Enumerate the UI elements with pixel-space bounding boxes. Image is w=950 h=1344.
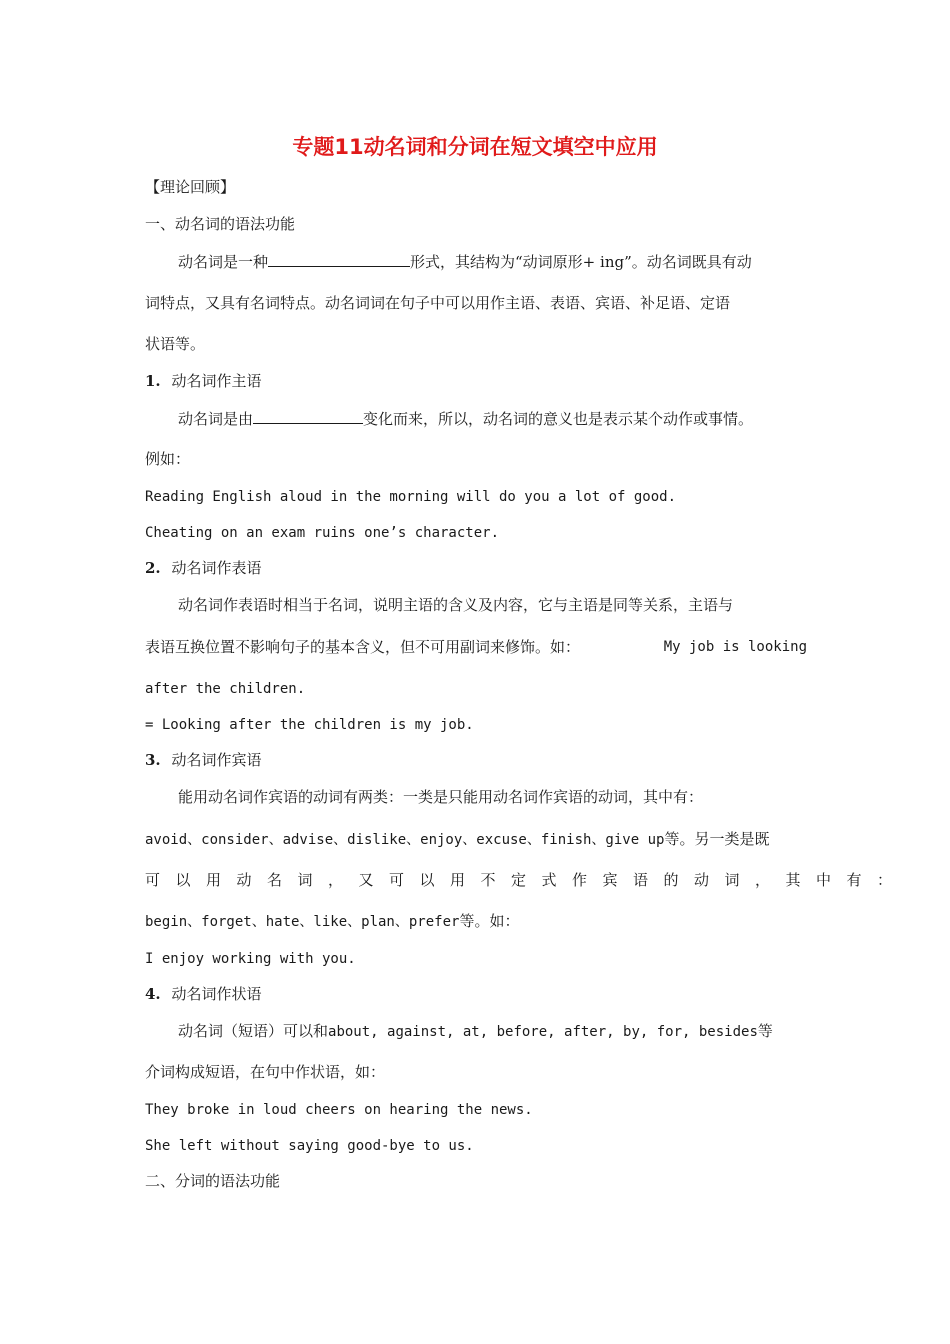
item2-line3: after the children.	[145, 681, 306, 697]
para1-text-b: 形式，其结构为“动词原形+ ing”。动名词既具有动	[410, 253, 752, 271]
item3-line4-cn: 等。如：	[459, 912, 520, 930]
item3-verb-list-1: avoid、consider、advise、dislike、enjoy、excuse、finish、give up	[145, 832, 665, 848]
section2-title: 二、分词的语法功能	[145, 1172, 281, 1190]
item2-line2-cn: 表语互换位置不影响句子的基本含义，但不可用副词来修饰。如：	[145, 638, 581, 656]
example-sentence: They broke in loud cheers on hearing the news.	[145, 1102, 533, 1118]
fill-blank-2[interactable]	[253, 408, 363, 424]
page-title: 专题11动名词和分词在短文填空中应用	[292, 135, 658, 159]
para1-line3: 状语等。	[145, 335, 206, 353]
item4-heading-text: 动名词作状语	[171, 985, 262, 1003]
example-sentence: She left without saying good-bye to us.	[145, 1138, 474, 1154]
para1-line2: 词特点，又具有名词特点。动名词词在句子中可以用作主语、表语、宾语、补足语、定语	[145, 294, 731, 312]
item2-line2-en: My job is looking	[663, 639, 807, 655]
item4-preposition-list: about, against, at, before, after, by, for, besides	[328, 1024, 758, 1040]
para1-line1	[178, 251, 807, 273]
item3-line1: 能用动名词作宾语的动词有两类：一类是只能用动名词作宾语的动词，其中有：	[178, 788, 704, 806]
item3-line4	[145, 910, 807, 933]
item4-line1-end: 等	[757, 1022, 773, 1040]
item4-line1-cn: 动名词（短语）可以和	[178, 1022, 329, 1040]
item3-number: 3.	[145, 751, 161, 769]
fill-blank-1[interactable]	[268, 251, 410, 267]
item1-heading-text: 动名词作主语	[171, 372, 262, 390]
item4-number: 4.	[145, 985, 161, 1003]
item1-heading	[145, 370, 807, 392]
item4-line2: 介词构成短语，在句中作状语，如：	[145, 1063, 386, 1081]
item3-heading-text: 动名词作宾语	[171, 751, 262, 769]
para1-text-a: 动名词是一种	[178, 253, 269, 271]
example-sentence: Reading English aloud in the morning will do you a lot of good.	[145, 489, 677, 505]
item3-line2	[145, 828, 807, 851]
item3-line3: 可以用动名词，又可以用不定式作宾语的动词，其中有：	[145, 871, 908, 889]
section1-title: 一、动名词的语法功能	[145, 215, 296, 233]
example-sentence: Cheating on an exam ruins one’s character.	[145, 525, 500, 541]
item4-heading	[145, 983, 807, 1005]
item2-number: 2.	[145, 559, 161, 577]
item2-heading-text: 动名词作表语	[171, 559, 262, 577]
item3-line2-cn: 等。另一类是既	[664, 830, 770, 848]
item2-line2	[145, 636, 807, 658]
item3-verb-list-2: begin、forget、hate、like、plan、prefer	[145, 914, 460, 930]
item1-text-b: 变化而来，所以，动名词的意义也是表示某个动作或事情。	[363, 410, 754, 428]
item2-line4: = Looking after the children is my job.	[145, 717, 474, 733]
example-label: 例如：	[145, 450, 191, 468]
item3-heading	[145, 749, 807, 771]
item2-line1: 动名词作表语时相当于名词，说明主语的含义及内容，它与主语是同等关系，主语与	[178, 596, 734, 614]
review-header: 【理论回顾】	[145, 178, 236, 196]
item2-heading	[145, 557, 807, 579]
item1-text	[178, 408, 807, 430]
item1-text-a: 动名词是由	[178, 410, 254, 428]
example-sentence: I enjoy working with you.	[145, 951, 356, 967]
item1-number: 1.	[145, 372, 161, 390]
item4-line1	[178, 1020, 807, 1043]
